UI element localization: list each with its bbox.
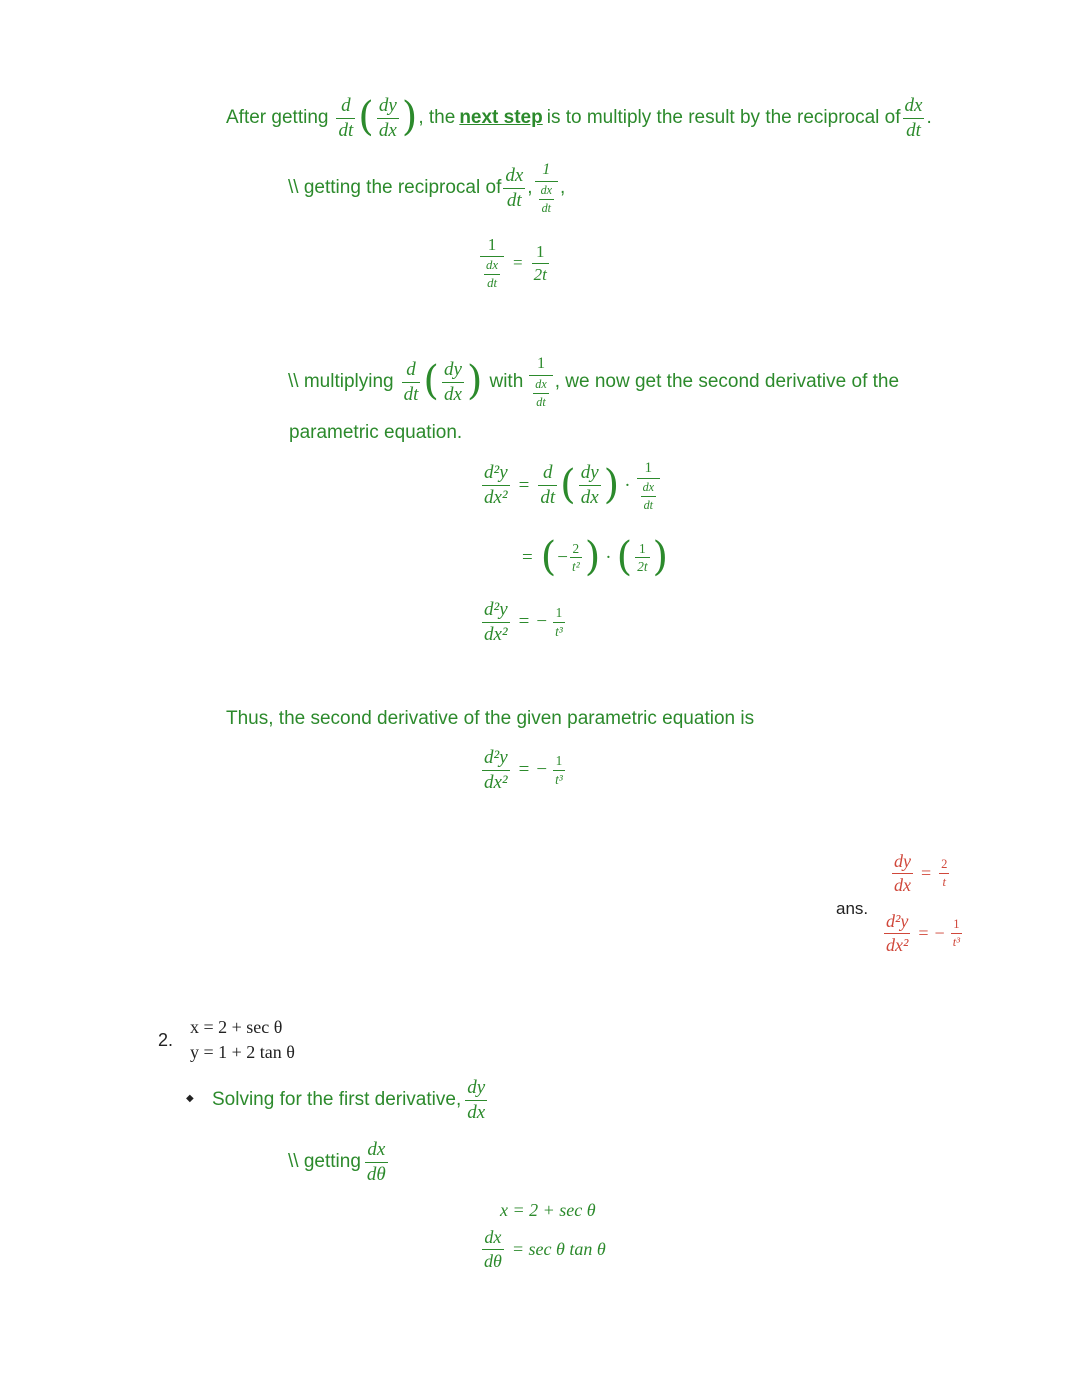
answer-first-derivative: $\frac{dy}{dx}$ = $\frac{2}{t}$ xyxy=(894,851,948,895)
dx-dt-fraction: $\frac{dx}{dt}$ xyxy=(904,95,923,141)
substitution-step: = ( − $\frac{2}{\text{t²}}$ ) · ( $\frac{1}{2t}$ ) xyxy=(522,534,669,580)
multiplying-line-cont: parametric equation. xyxy=(289,422,463,443)
problem-eq-y: y = 1 + 2 tan θ xyxy=(190,1042,295,1062)
reciprocal-intro-line: After getting $\frac{d}{dt}$ ( $\frac{dy}{dx}$ ) , the next step is to multiply the result by the reciprocal of $\frac{dx}{dt}$ . xyxy=(226,94,932,141)
second-derivative-result: $\frac{\text{d²y}}{\text{dx²}}$ = − $\frac{1}{\text{t³}}$ xyxy=(484,599,563,645)
bullet-icon: ◆ xyxy=(186,1093,194,1104)
conclusion-equation: $\frac{\text{d²y}}{\text{dx²}}$ = − $\frac{1}{\text{t³}}$ xyxy=(484,747,563,793)
d-dt-dy-dx-expression: $\frac{d}{dt}$ ( $\frac{dy}{dx}$ ) xyxy=(338,94,418,141)
intro-prefix: After getting xyxy=(226,107,329,129)
work-dx-dtheta: $\frac{dx}{d\theta}$ = sec θ tan θ xyxy=(484,1227,606,1271)
second-derivative-formula: $\frac{\text{d²y}}{\text{dx²}}$ = $\frac{d}{dt}$ ( $\frac{dy}{dx}$ ) · $\frac{1}{\frac{dx}{dt}}$ xyxy=(480,460,662,511)
problem-eq-x: x = 2 + sec θ xyxy=(190,1017,283,1037)
first-derivative-step: Solving for the first derivative, $\frac{dy}{dx}$ xyxy=(212,1077,486,1123)
work-eq-x: x = 2 + sec θ xyxy=(500,1200,596,1220)
answer-second-derivative: $\frac{\text{d²y}}{\text{dx²}}$ = − $\frac{1}{\text{t³}}$ xyxy=(886,911,960,955)
getting-reciprocal-line: \\ getting the reciprocal of $\frac{dx}{dt}$ , $\frac{1}{\frac{dx}{dt}}$ , xyxy=(288,161,566,215)
reciprocal-equation: $\frac{1}{\frac{dx}{dt}}$ = $\frac{1}{2t}$ xyxy=(478,236,551,291)
answer-label: ans. xyxy=(836,899,869,918)
next-step-link[interactable]: next step xyxy=(459,107,543,129)
multiplying-line: \\ multiplying $\frac{d}{dt}$ ( $\frac{dy}{dx}$ ) with $\frac{1}{\frac{dx}{dt}}$ , we now get the second derivative of the xyxy=(288,355,900,409)
conclusion-text: Thus, the second derivative of the given parametric equation is xyxy=(226,708,755,729)
getting-dx-dtheta-line: \\ getting $\frac{dx}{d\theta}$ xyxy=(288,1139,386,1185)
problem-number: 2. xyxy=(158,1030,174,1050)
